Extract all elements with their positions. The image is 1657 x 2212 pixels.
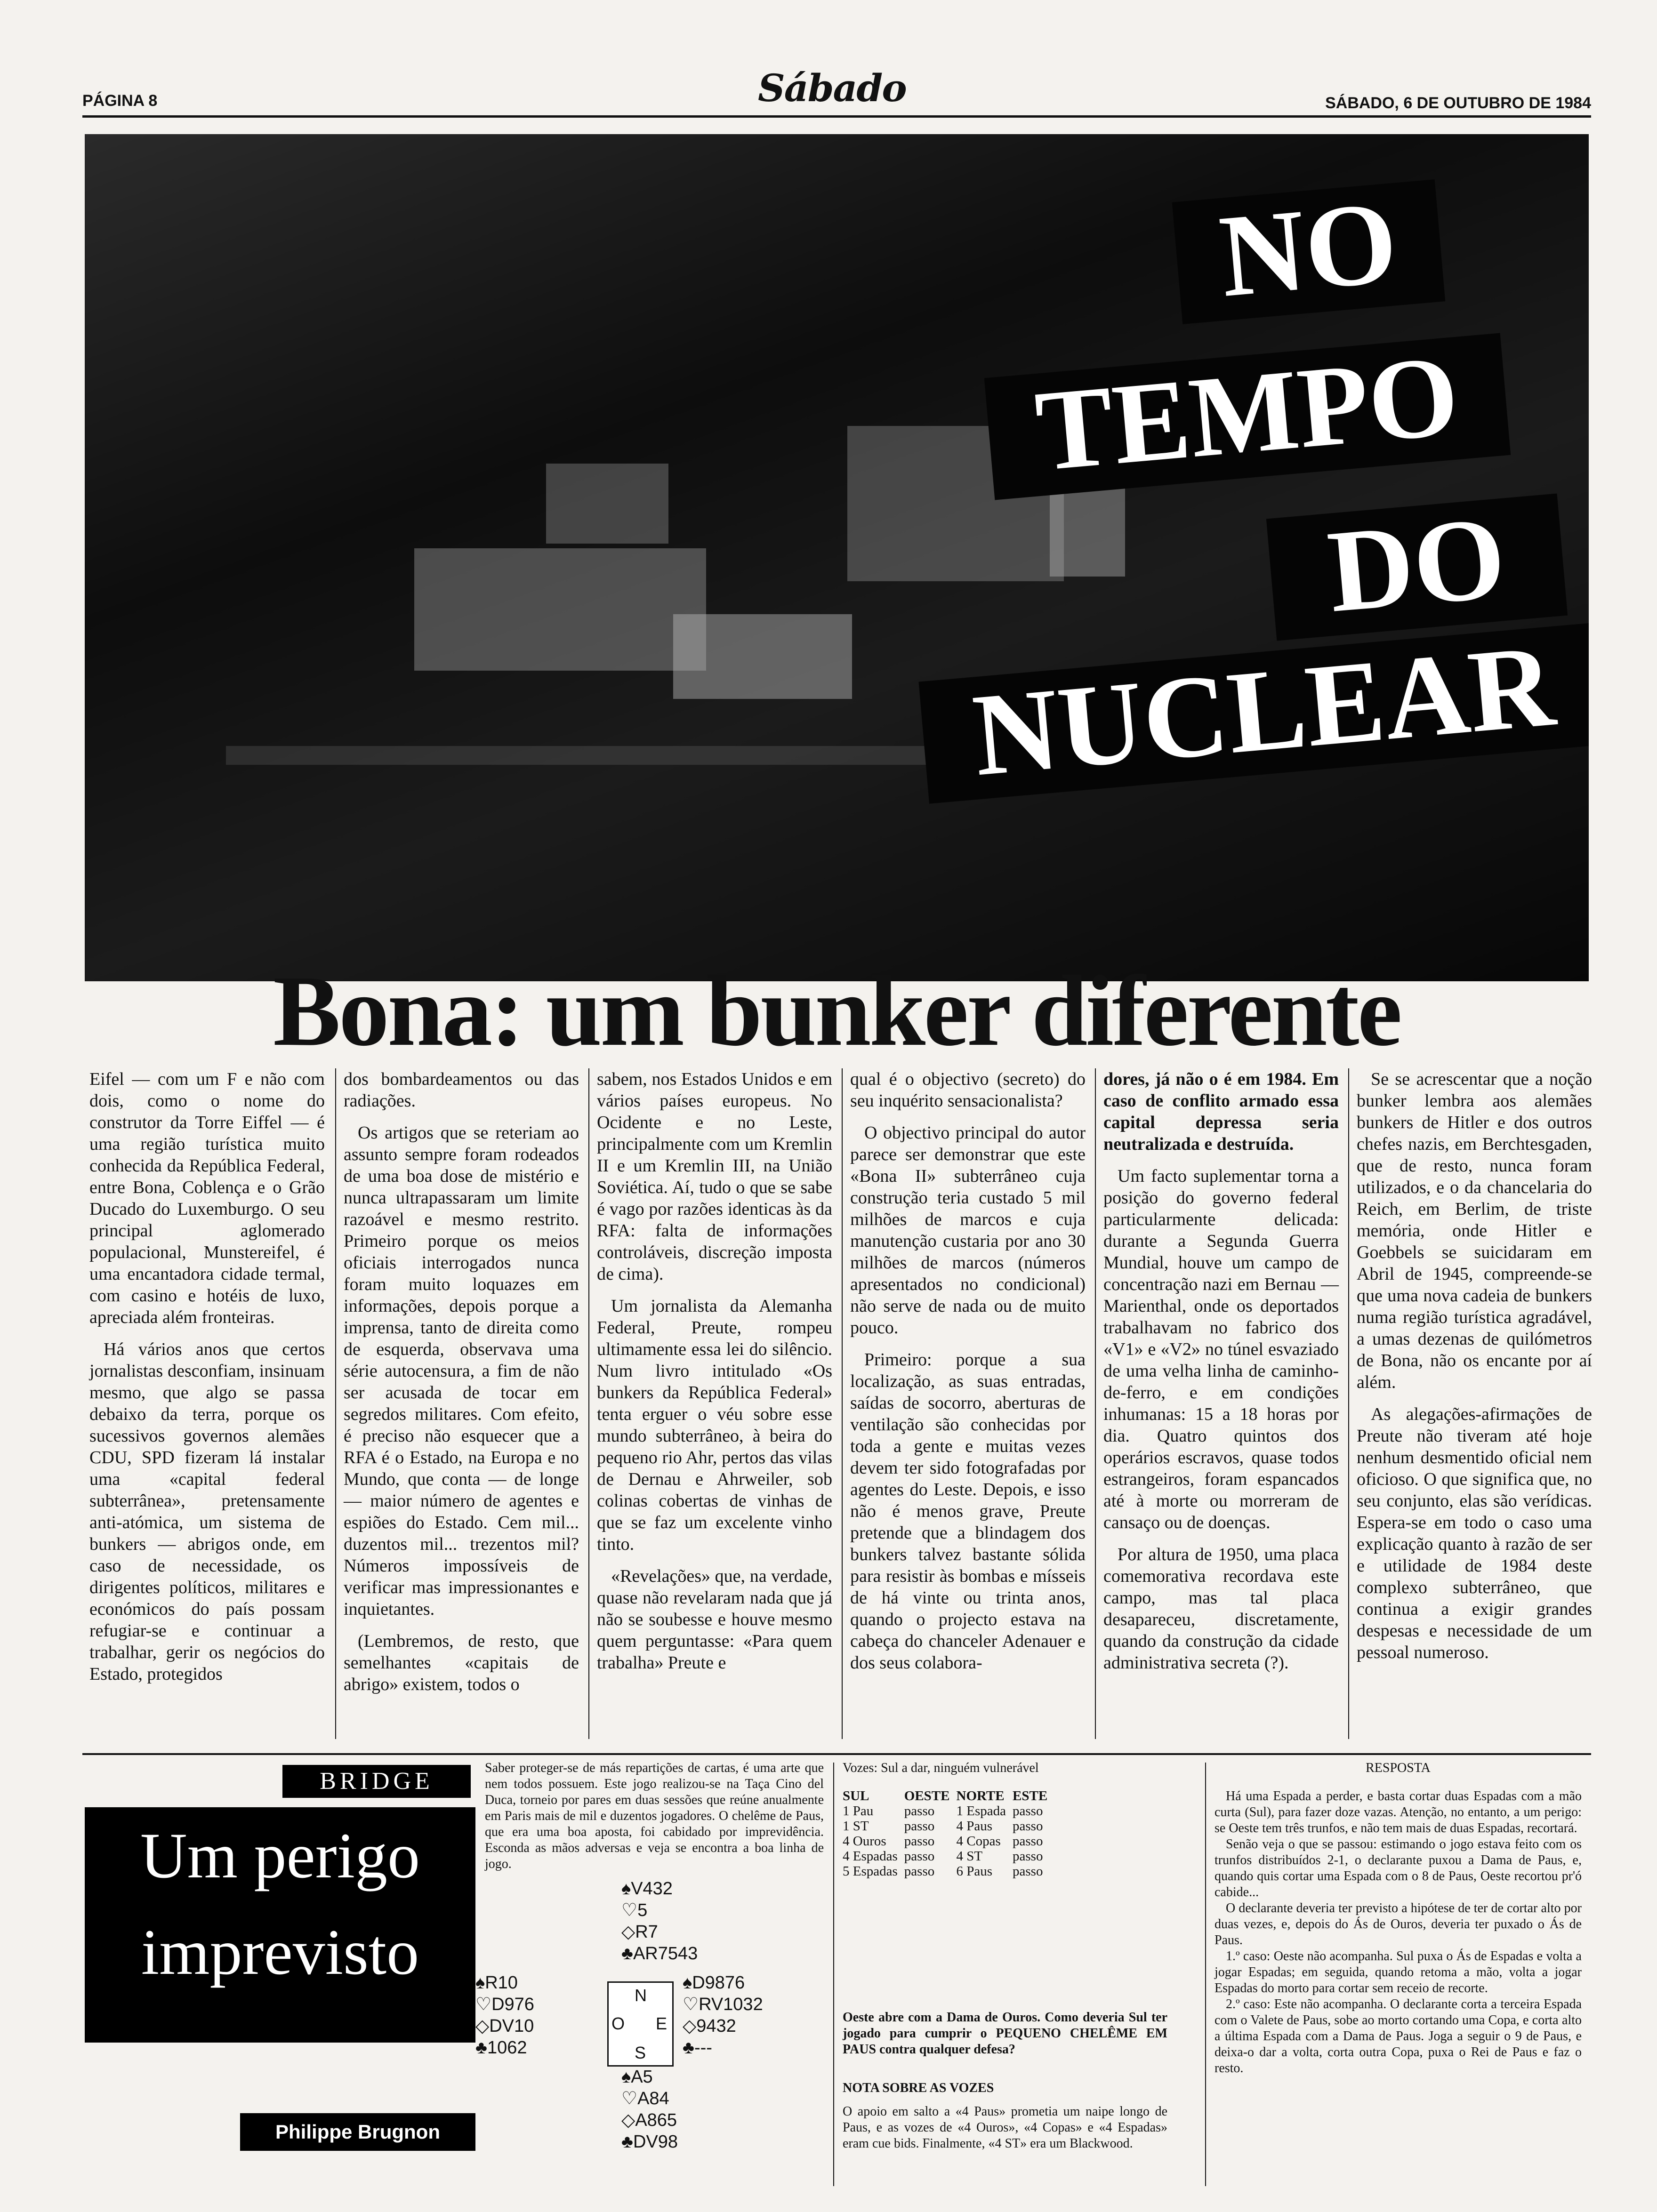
hand-card-line: ◇A865 xyxy=(621,2110,677,2130)
paragraph: qual é o objectivo (secreto) do seu inquérito sensacionalista? xyxy=(850,1069,1086,1111)
resposta-paragraph: 2.º caso: Este não acompanha. O declarante corta a terceira Espada com o Valete de Paus, sobe ao morto cortando uma Copa, e corta alto a última Espada com a Dama de Paus. Joga a seguir o 9 de Paus, e deixa-o dar a volta, corta outra Copa, puxa o Rei de Paus e faz o resto. xyxy=(1215,1997,1582,2076)
paragraph: dores, já não o é em 1984. Em caso de conflito armado essa capital depressa seria neutralizada e destruída. xyxy=(1103,1069,1339,1154)
bridge-divider xyxy=(1205,1763,1206,2186)
auction-header-cell: OESTE xyxy=(904,1788,950,1803)
auction-cell: 4 Copas xyxy=(956,1834,1001,1849)
photo-haze xyxy=(226,746,979,765)
hand-east xyxy=(683,1972,763,2059)
bridge-title-line-1: Um perigo xyxy=(140,1819,420,1891)
auction-cell: passo xyxy=(1013,1803,1043,1819)
auction-row xyxy=(843,1834,1054,1849)
banner-line-4: NUCLEAR xyxy=(918,622,1589,803)
bridge-title-line-2: imprevisto xyxy=(141,1916,419,1988)
hand-card-line: ◇R7 xyxy=(621,1922,658,1942)
auction-cell: 1 Espada xyxy=(956,1803,1006,1819)
hand-north xyxy=(621,1878,698,1964)
photo-building-block xyxy=(546,464,668,544)
hand-card-line: ♡A84 xyxy=(621,2089,669,2108)
paragraph: sabem, nos Estados Unidos e em vários países europeus. No Ocidente e no Leste, principalmente com um Kremlin II e um Kremlin III, na União Soviética. Aí, tudo o que se sabe é vago por razões identicas às da RFA: falta de informações controláveis, discreção imposta de cima). xyxy=(597,1069,832,1284)
compass-north: N xyxy=(635,1986,647,2005)
resposta-paragraph: O declarante deveria ter previsto a hipótese de ter de cortar alto por duas vezes, e, depois do Ás de Ouros, deveria ter puxado o Ás de Paus. xyxy=(1215,1901,1582,1948)
hand-card-line: ♣1062 xyxy=(475,2038,527,2058)
bridge-intro: Saber proteger-se de más repartições de cartas, é uma arte que nem todos possuem. Este jogo realizou-se na Taça Cino del Duca, torneio por pares em duas sessões que reúne anualmente em Paris mais de mil e duzentos jogadores. O chelême de Paus, que era uma boa aposta, foi cabidado por imprevidência. Esconda as mãos adversas e veja se encontra a boa linha de jogo. xyxy=(485,1761,824,1871)
hand-card-line: ♠D9876 xyxy=(683,1973,745,1993)
auction-cell: passo xyxy=(904,1849,935,1864)
section-rule xyxy=(82,1753,1591,1755)
article-column-2 xyxy=(344,1068,579,1706)
paragraph: Um jornalista da Alemanha Federal, Preute, rompeu ultimamente essa lei do silêncio. Num livro intitulado «Os bunkers da República Federal» tenta erguer o véu sobre esse mundo subterrâneo, à beira do pequeno rio Ahr, pertos das vilas de Dernau e Ahrweiler, sob colinas cobertas de vinhas de que se faz um excelente vinho tinto. xyxy=(597,1296,832,1554)
hand-card-line: ♠A5 xyxy=(621,2067,653,2087)
column-divider xyxy=(335,1068,336,1739)
paragraph: «Revelações» que, na verdade, quase não revelaram nada que já não se soubesse e houve mesmo quem perguntasse: «Para quem trabalha» Preute e xyxy=(597,1566,832,1673)
hand-south xyxy=(621,2066,678,2153)
column-divider xyxy=(588,1068,589,1739)
auction-row xyxy=(843,1819,1054,1834)
auction-header-cell: SUL xyxy=(843,1788,869,1803)
auction-header-row xyxy=(843,1788,1054,1803)
bridge-section-tag: BRIDGE xyxy=(282,1765,471,1798)
page-number: PÁGINA 8 xyxy=(82,92,158,110)
column-divider xyxy=(1348,1068,1349,1739)
hand-card-line: ♣DV98 xyxy=(621,2132,678,2152)
paragraph: Eifel — com um F e não com dois, como o nome do construtor da Torre Eiffel — é uma região turística muito conhecida da República Federal, entre Bona, Coblença e o Grão Ducado do Luxemburgo. O seu principal aglomerado populacional, Munstereifel, é uma encantadora cidade termal, com casino e hotéis de luxo, apreciada além fronteiras. xyxy=(89,1069,325,1327)
auction-cell: 4 Espadas xyxy=(843,1849,898,1864)
hand-west xyxy=(475,1972,534,2059)
auction-row xyxy=(843,1864,1054,1879)
auction-cell: 4 Paus xyxy=(956,1819,993,1834)
paragraph: O objectivo principal do autor parece ser demonstrar que este «Bona II» subterrâneo cuja construção teria custado 5 mil milhões de marcos e cuja manutenção custaria por ano 30 milhões de marcos (números apresentados no condicional) não serve de nada ou de muito pouco. xyxy=(850,1123,1086,1338)
bridge-title xyxy=(85,1807,475,2043)
auction-cell: 4 ST xyxy=(956,1849,983,1864)
paragraph: Um facto suplementar torna a posição do governo federal particularmente delicada: durante a Segunda Guerra Mundial, houve um campo de concentração nazi em Bernau — Marienthal, onde os deportados trabalhavam no fabrico dos «V1» e «V2» no túnel esvaziado de uma velha linha de caminho-de-ferro, e em condições inhumanas: 15 a 18 horas por dia. Quatro quintos dos operários escravos, quase todos estrangeiros, foram espancados até à morte ou morreram de cansaço ou de doenças. xyxy=(1103,1166,1339,1532)
hand-card-line: ♠V432 xyxy=(621,1879,673,1899)
article-column-4 xyxy=(850,1068,1086,1684)
paragraph: Se se acrescentar que a noção bunker lembra aos alemães bunkers de Hitler e dos outros chefes nazis, em Berchtesgaden, que de resto, nunca foram utilizados, e o da chancelaria do Reich, em Berlim, de triste memória, onde Hitler e Goebbels se suicidaram em Abril de 1945, compreende-se que uma nova cadeia de bunkers numa região turística agradável, a umas dezenas de quilómetros de Bona, não os encante por aí além. xyxy=(1357,1069,1592,1392)
hand-card-line: ♡D976 xyxy=(475,1995,534,2014)
resposta-paragraph: Há uma Espada a perder, e basta cortar duas Espadas com a mão curta (Sul), para fazer doze vazas. Atenção, no entanto, a um perigo: se Oeste tem três trunfos, e não tem mais de duas Espadas, recortará. xyxy=(1215,1789,1582,1835)
auction-cell: passo xyxy=(904,1834,935,1849)
auction-cell: passo xyxy=(1013,1849,1043,1864)
hand-card-line: ♠R10 xyxy=(475,1973,518,1993)
banner-line-3: DO xyxy=(1266,493,1568,641)
bridge-author: Philippe Brugnon xyxy=(240,2113,475,2151)
auction-cell: 1 ST xyxy=(843,1819,869,1834)
compass-west: O xyxy=(611,2014,625,2033)
vozes-title: Vozes: Sul a dar, ninguém vulnerável xyxy=(843,1761,1039,1775)
nota-title: NOTA SOBRE AS VOZES xyxy=(843,2081,994,2095)
article-column-5 xyxy=(1103,1068,1339,1684)
paragraph: As alegações-afirmações de Preute não tiveram até hoje nenhum desmentido oficial nem oficioso. O que significa que, no seu conjunto, elas são verídicas. Espera-se em todo o caso uma explicação quanto à razão de ser e utilidade de 1984 deste complexo subterrâneo, que continua a exigir grandes despesas e necessidade de um pessoal numeroso. xyxy=(1357,1404,1592,1662)
banner-line-1: NO xyxy=(1172,179,1446,324)
header-rule xyxy=(82,115,1591,118)
feature-photo xyxy=(85,134,1589,981)
hand-card-line: ◇DV10 xyxy=(475,2016,534,2036)
auction-cell: passo xyxy=(904,1864,935,1879)
compass-south: S xyxy=(635,2043,646,2062)
bridge-divider xyxy=(833,1763,834,2186)
column-divider xyxy=(1095,1068,1096,1739)
bridge-question: Oeste abre com a Dama de Ouros. Como deveria Sul ter jogado para cumprir o PEQUENO CHELÊME EM PAUS contra qualquer defesa? xyxy=(843,2010,1167,2057)
auction-table xyxy=(843,1788,1054,1879)
auction-cell: passo xyxy=(1013,1834,1043,1849)
auction-header-cell: NORTE xyxy=(956,1788,1005,1803)
nota-text: O apoio em salto a «4 Paus» prometia um naipe longo de Paus, e as vozes de «4 Ouros», «4 Copas» e «4 Espadas» eram cue bids. Finalmente, «4 ST» era um Blackwood. xyxy=(843,2104,1167,2151)
auction-cell: 4 Ouros xyxy=(843,1834,886,1849)
auction-row xyxy=(843,1849,1054,1864)
auction-cell: passo xyxy=(904,1819,935,1834)
banner-line-2: TEMPO xyxy=(984,333,1511,500)
article-headline: Bona: um bunker diferente xyxy=(273,954,1400,1067)
auction-cell: passo xyxy=(1013,1819,1043,1834)
paragraph: Por altura de 1950, uma placa comemorativa recordava este campo, mas tal placa desapareceu, discretamente, quando da construção da cidade administrativa secreta (?). xyxy=(1103,1545,1339,1673)
hand-card-line: ◇9432 xyxy=(683,2016,736,2036)
photo-building-block xyxy=(673,614,852,699)
compass-east: E xyxy=(656,2014,668,2033)
hand-card-line: ♣--- xyxy=(683,2038,712,2058)
article-column-3 xyxy=(597,1068,832,1684)
hand-card-line: ♣AR7543 xyxy=(621,1944,698,1964)
resposta-title: RESPOSTA xyxy=(1366,1761,1431,1775)
hand-card-line: ♡5 xyxy=(621,1900,648,1920)
issue-date: SÁBADO, 6 DE OUTUBRO DE 1984 xyxy=(1325,94,1591,112)
compass-diagram xyxy=(607,1981,674,2067)
paragraph: Os artigos que se reteriam ao assunto sempre foram rodeados de uma boa dose de mistério e nunca ultrapassaram um limite razoável e mesmo restrito. Primeiro porque os meios oficiais interrogados nunca foram muito loquazes em informações, depois porque a imprensa, tanto de direita como de esquerda, observava uma série autocensura, a fim de não ser acusada de tocar em segredos militares. Com efeito, é preciso não esquecer que a RFA é o Estado, na Europa e no Mundo, que conta — de longe — maior número de agentes e espiões do Estado. Cem mil... duzentos mil... trezentos mil? Números impossíveis de verificar mas impressionantes e inquietantes. xyxy=(344,1123,579,1619)
column-divider xyxy=(842,1068,843,1739)
hand-card-line: ♡RV1032 xyxy=(683,1995,763,2014)
auction-cell: passo xyxy=(904,1803,935,1819)
auction-cell: 1 Pau xyxy=(843,1803,874,1819)
article-column-1 xyxy=(89,1068,325,1695)
paragraph: (Lembremos, de resto, que semelhantes «capitais de abrigo» existem, todos o xyxy=(344,1631,579,1694)
paragraph: Há vários anos que certos jornalistas desconfiam, insinuam mesmo, que algo se passa debaixo da terra, porque os sucessivos governos alemães CDU, SPD fizeram lá instalar uma «capital federal subterrânea», pretensamente anti-atómica, um sistema de bunkers — abrigos onde, em caso de necessidade, os dirigentes políticos, militares e económicos do país possam refugiar-se e continuar a trabalhar, gerir os negócios do Estado, protegidos xyxy=(89,1339,325,1684)
resposta-paragraph: Senão veja o que se passou: estimando o jogo estava feito com os trunfos distribuídos 2-1, o declarante puxou a Dama de Paus, e, quando quis cortar uma Espada com o 8 de Paus, Oeste recortou pr'ó cabide... xyxy=(1215,1837,1582,1899)
auction-header-cell: ESTE xyxy=(1013,1788,1048,1803)
paragraph: dos bombardeamentos ou das radiações. xyxy=(344,1069,579,1111)
auction-cell: passo xyxy=(1013,1864,1043,1879)
auction-row xyxy=(843,1803,1054,1819)
auction-cell: 6 Paus xyxy=(956,1864,993,1879)
masthead-logo: Sábado xyxy=(758,66,906,110)
photo-building-block xyxy=(414,548,706,671)
resposta-text xyxy=(1215,1788,1582,2076)
article-column-6 xyxy=(1357,1068,1592,1674)
auction-cell: 5 Espadas xyxy=(843,1864,898,1879)
resposta-paragraph: 1.º caso: Oeste não acompanha. Sul puxa o Ás de Espadas e volta a jogar Espadas; em seguida, quando retoma a mão, volta a jogar Espadas do morto para cortar sem receio de recorte. xyxy=(1215,1949,1582,1996)
paragraph: Primeiro: porque a sua localização, as suas entradas, saídas de socorro, aberturas de ventilação são conhecidas por toda a gente e muitas vezes devem ter sido fotografadas por agentes do Leste. Depois, e isso não é menos grave, Preute pretende que a blindagem dos bunkers talvez bastante sólida para resistir às bombas e mísseis de há vinte ou trinta anos, quando o projecto estava na cabeça do chanceler Adenauer e dos seus colabora- xyxy=(850,1350,1086,1673)
